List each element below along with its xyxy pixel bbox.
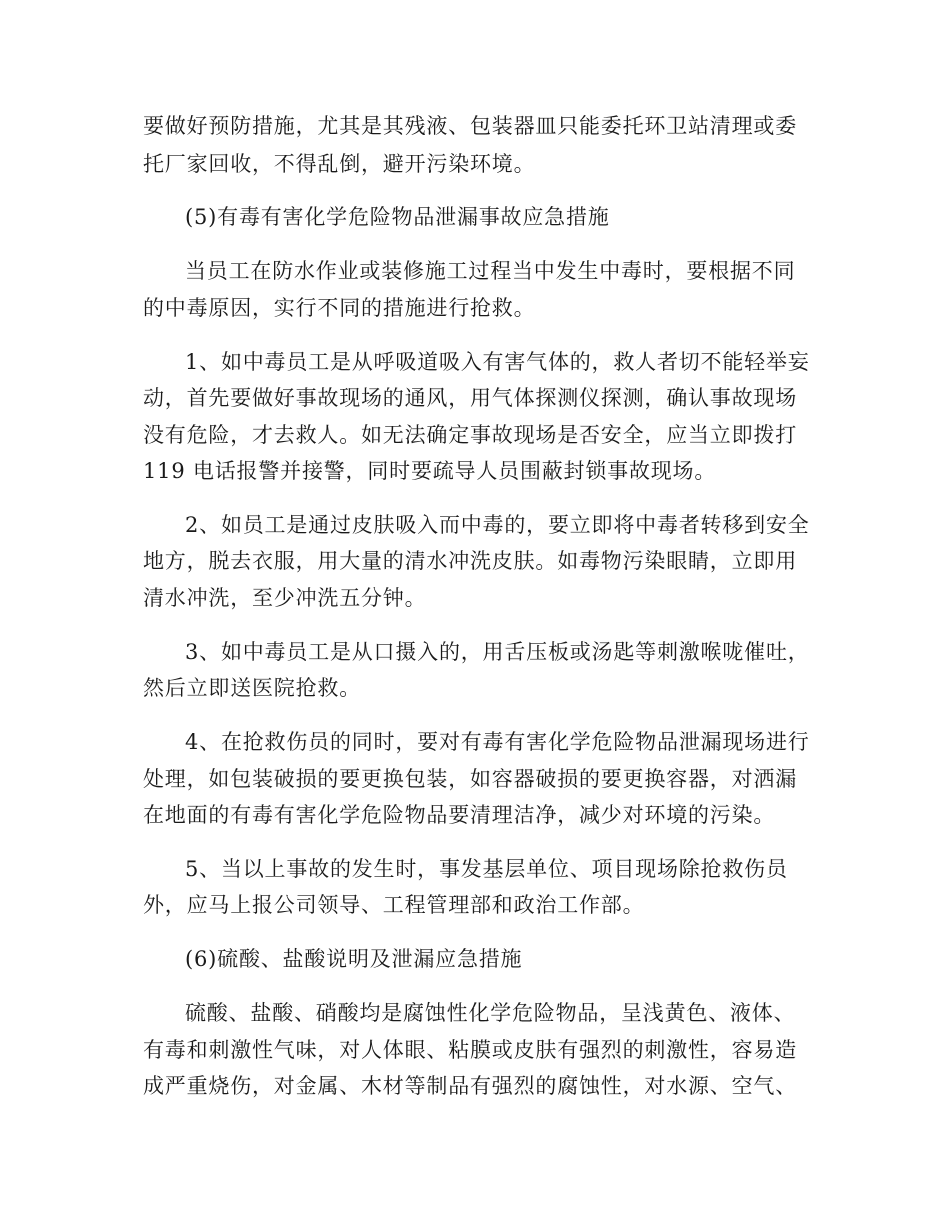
text-line-13: 3、如中毒员工是从口摄入的，用舌压板或汤匙等刺激喉咙催吐， [185,640,810,664]
text-line-23: 成严重烧伤，对金属、木材等制品有强烈的腐蚀性，对水源、空气、 [143,1074,797,1098]
text-line-14: 然后立即送医院抢救。 [143,676,361,700]
text-line-16: 处理，如包装破损的要更换包装，如容器破损的要更换容器，对洒漏 [143,767,797,791]
section-heading-6: (6)硫酸、盐酸说明及泄漏应急措施 [185,947,523,971]
text-line-12: 清水冲洗，至少冲洗五分钟。 [143,586,427,610]
text-line-5: 的中毒原因，实行不同的措施进行抢救。 [143,296,536,320]
text-line-2: 托厂家回收，不得乱倒，避开污染环境。 [143,152,536,176]
text-line-11: 地方，脱去衣服，用大量的清水冲洗皮肤。如毒物污染眼睛，立即用 [143,549,797,573]
text-line-18: 5、当以上事故的发生时，事发基层单位、项目现场除抢救伤员 [185,857,788,881]
text-line-6: 1、如中毒员工是从呼吸道吸入有害气体的，救人者切不能轻举妄 [185,350,810,374]
text-line-17: 在地面的有毒有害化学危险物品要清理洁净，减少对环境的污染。 [143,803,776,827]
text-line-1: 要做好预防措施，尤其是其残液、包装器皿只能委托环卫站清理或委 [143,114,797,138]
text-line-22: 有毒和刺激性气味，对人体眼、粘膜或皮肤有强烈的刺激性，容易造 [143,1038,797,1062]
text-line-19: 外，应马上报公司领导、工程管理部和政治工作部。 [143,893,645,917]
text-line-8: 没有危险，才去救人。如无法确定事故现场是否安全，应当立即拨打 [143,423,797,447]
section-heading-5: (5)有毒有害化学危险物品泄漏事故应急措施 [185,205,610,229]
text-line-9: 119 电话报警并接警，同时要疏导人员围蔽封锁事故现场。 [143,459,717,483]
text-line-4: 当员工在防水作业或装修施工过程当中发生中毒时，要根据不同 [185,259,796,283]
text-line-15: 4、在抢救伤员的同时，要对有毒有害化学危险物品泄漏现场进行 [185,730,810,754]
text-line-10: 2、如员工是通过皮肤吸入而中毒的，要立即将中毒者转移到安全 [185,513,810,537]
text-line-21: 硫酸、盐酸、硝酸均是腐蚀性化学危险物品，呈浅黄色、液体、 [185,1001,796,1025]
text-line-7: 动，首先要做好事故现场的通风，用气体探测仪探测，确认事故现场 [143,386,797,410]
